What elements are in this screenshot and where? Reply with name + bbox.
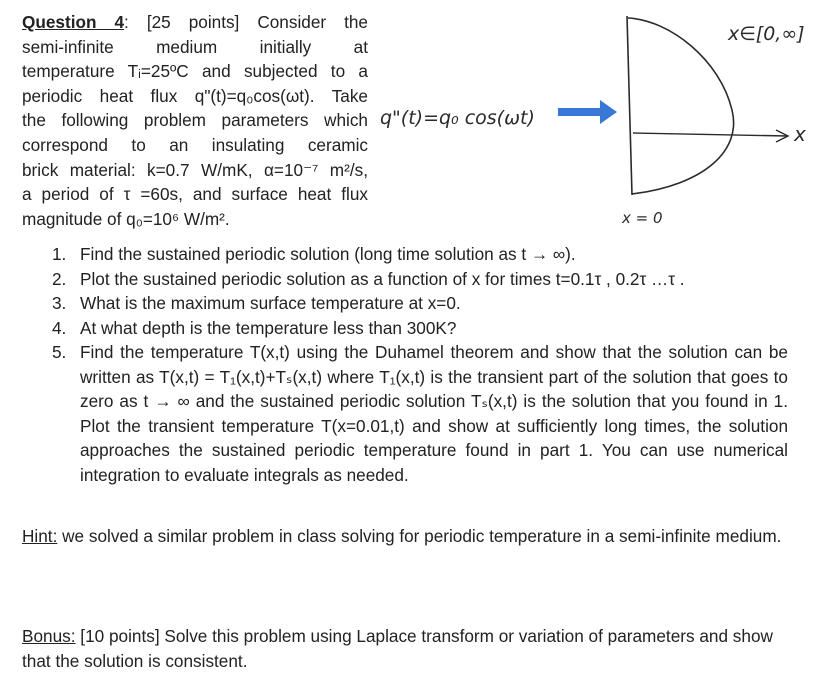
intro-line: brick material: k=0.7 W/mK, α=10⁻⁷ m²/s, (22, 159, 368, 180)
intro-line: periodic heat flux q"(t)=q₀cos(ωt). Take (22, 85, 368, 106)
item-text: Plot the sustained periodic solution as a function of x for times t=0.1τ , 0.2τ …τ . (80, 268, 685, 289)
intro-line: semi-infinite medium initially at (22, 36, 368, 57)
hint-paragraph (22, 524, 788, 549)
question-points: : [25 points] Consider the (124, 12, 368, 32)
bonus-paragraph (22, 624, 788, 673)
item-text: Find the sustained periodic solution (long time solution as t → ∞). (80, 244, 576, 264)
item-number: 2. (52, 268, 67, 289)
item-text: Find the temperature T(x,t) using the Duhamel theorem and show that the solution can be written as T(x,t) = T₁(x,t)+Tₛ(x,t) where T₁(x,t) is the transient part of the solution that goes to zero as t → ∞ and the sustained periodic solution Tₛ(x,t) is the solution that you found in 1. Plot the transient temperature T(x=0.01,t) and show at sufficiently long times, the solution approaches the sustained periodic temperature found in part 1. You can use numerical integration to evaluate integrals as needed. (80, 342, 788, 485)
bonus-text: [10 points] Solve this problem using Laplace transform or variation of parameters and show that the solution is consistent. (22, 626, 773, 671)
list-item (22, 267, 788, 292)
item-number: 5. (52, 342, 67, 362)
flux-arrow-icon (558, 100, 617, 124)
axis-label: x (794, 122, 806, 146)
question-intro (22, 10, 368, 231)
medium-outline (628, 18, 734, 194)
intro-line: temperature Tᵢ=25ºC and subjected to a (22, 61, 368, 82)
intro-line: correspond to an insulating ceramic (22, 134, 368, 155)
list-item (22, 316, 788, 341)
item-text: At what depth is the temperature less than 300K? (80, 317, 457, 338)
list-item (22, 340, 788, 487)
intro-line: magnitude of q₀=10⁶ W/m². (22, 208, 230, 229)
question-label: Question 4 (22, 12, 125, 32)
item-number: 1. (52, 244, 67, 264)
item-number: 3. (52, 293, 67, 313)
question-header (22, 10, 368, 35)
bonus-label: Bonus: (22, 626, 76, 646)
boundary-wall (627, 16, 632, 195)
intro-line: the following problem parameters which (22, 110, 368, 131)
list-item (22, 291, 788, 316)
task-list (22, 242, 788, 487)
hint-text: we solved a similar problem in class solving for periodic temperature in a semi-infinite medium. (57, 526, 782, 546)
flux-label: q"(t)=q₀ cos(ωt) (380, 107, 535, 129)
domain-label: x∈[0,∞] (728, 23, 805, 45)
hint-label: Hint: (22, 526, 58, 546)
x-axis-line (633, 133, 788, 136)
item-number: 4. (52, 317, 67, 338)
item-text: What is the maximum surface temperature at x=0. (80, 293, 461, 313)
medium-sketch (370, 0, 822, 235)
intro-line: a period of τ =60s, and surface heat flux (22, 184, 368, 205)
list-item (22, 242, 788, 267)
origin-label: x = 0 (622, 209, 663, 227)
